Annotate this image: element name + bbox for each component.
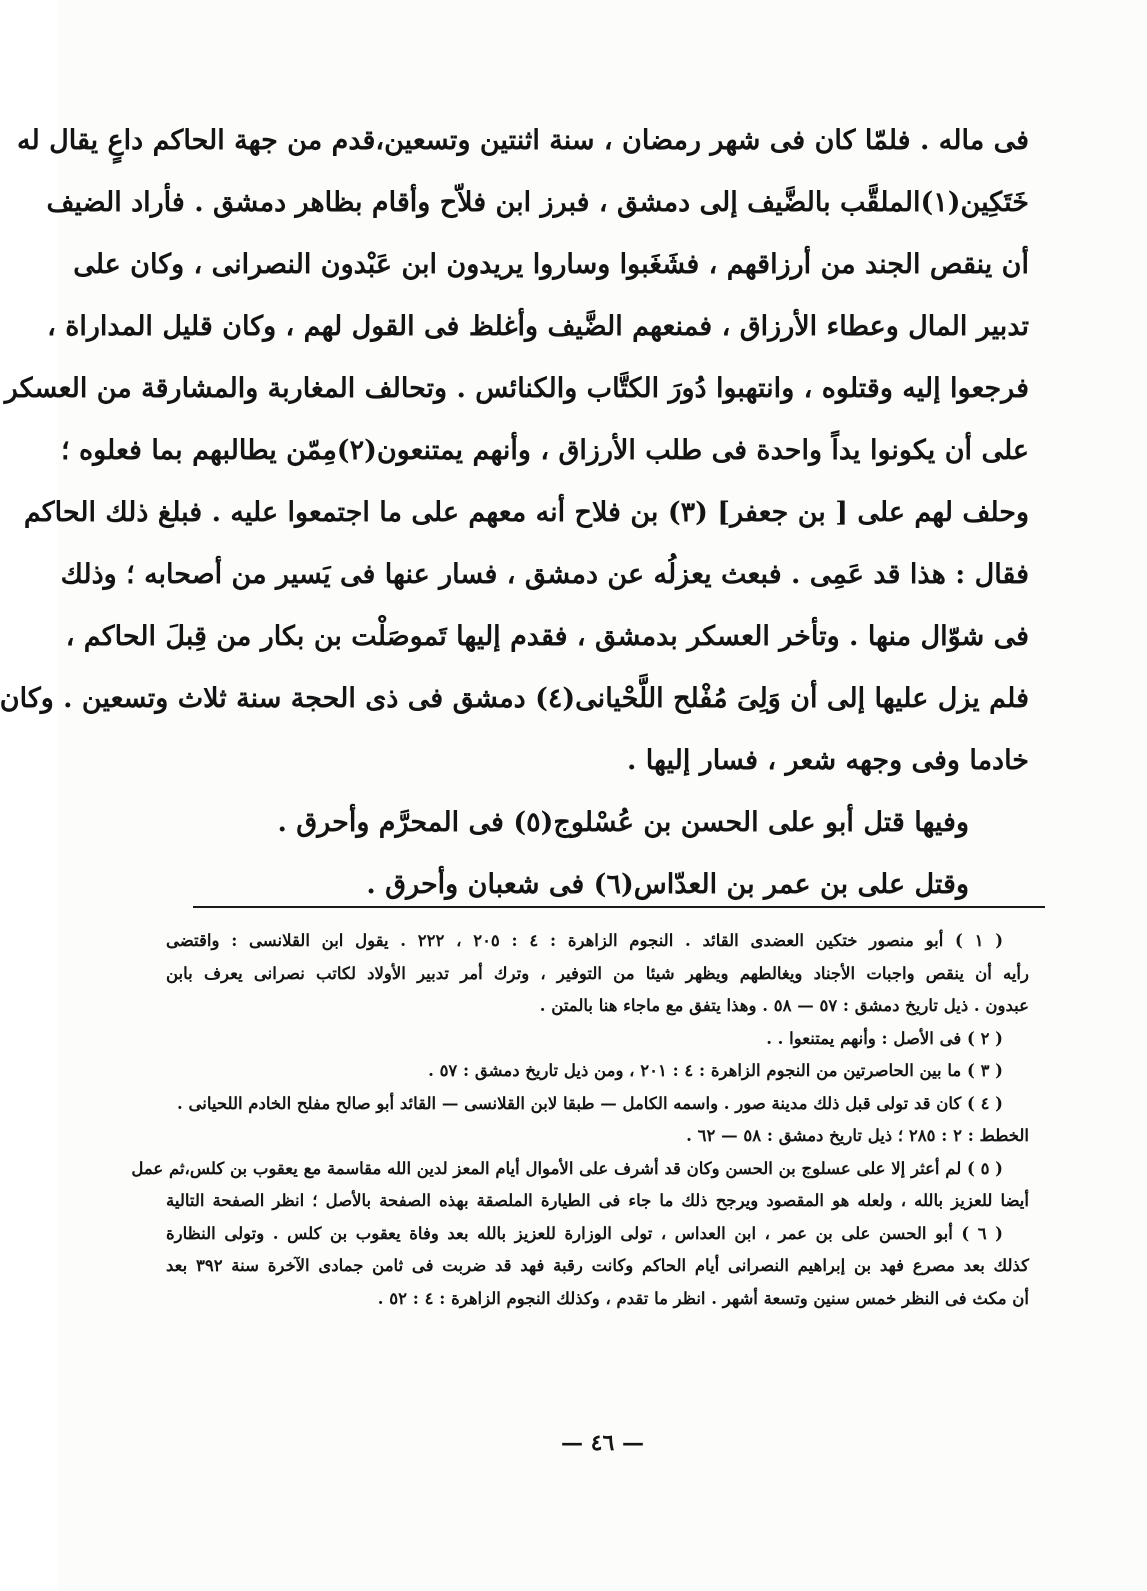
footnote-line: ( ٤ ) كان قد تولى قبل ذلك مدينة صور . واسمه الكامل — طبقا لابن القلانسى — القائد أبو صالح مفلح الخادم اللحيانى . [176, 1093, 1003, 1113]
footnote-line: عبدون . ذيل تاريخ دمشق : ٥٧ — ٥٨ . وهذا يتفق مع ماجاء هنا بالمتن . [539, 996, 1029, 1015]
footnote-line: أن مكث فى النظر خمس سنين وتسعة أشهر . انظر ما تقدم ، وكذلك النجوم الزاهرة : ٤ : ٥٢ . [377, 1288, 1029, 1308]
footnote-divider [193, 906, 1045, 908]
text-line: وحلف لهم على [ بن جعفر] (٣) بن فلاح أنه معهم على ما اجتمعوا عليه . فبلغ ذلك الحاكم [23, 497, 1029, 528]
text-line: فلم يزل عليها إلى أن وَلِىَ مُفْلح اللَّحْيانى(٤) دمشق فى ذى الحجة سنة ثلاث وتسعين . وكان [0, 683, 1029, 714]
paragraph-line: وقتل على بن عمر بن العدّاس(٦) فى شعبان وأحرق . [366, 869, 969, 900]
footnote-line: أيضا للعزيز بالله ، ولعله هو المقصود ويرجح ذلك ما جاء فى الطيارة الملصقة بهذه الصفحة بالأصل ؛ انظر الصفحة التالية [166, 1191, 1029, 1210]
text-line: تدبير المال وعطاء الأرزاق ، فمنعهم الضَّيف وأغلظ فى القول لهم ، وكان قليل المداراة ، [47, 311, 1029, 342]
text-line: على أن يكونوا يداً واحدة فى طلب الأرزاق ، وأنهم يمتنعون(٢)مِمّن يطالبهم بما فعلوه ؛ [60, 435, 1029, 466]
footnote-line: رأيه أن ينقص واجبات الأجناد ويغالطهم ويظهر شيئا من التوفير ، وترك أمر تدبير الأولاد لكاتب نصرانى يعرف بابن [166, 963, 1029, 983]
text-line: خَتَكِين(١)الملقَّب بالضَّيف إلى دمشق ، فبرز ابن فلاّح وأقام بظاهر دمشق . فأراد الضيف [46, 187, 1029, 218]
text-line: فقال : هذا قد عَمِى . فبعث يعزلُه عن دمشق ، فسار عنها فى يَسير من أصحابه ؛ وذلك [60, 559, 1029, 590]
footnote-line: ( ٣ ) ما بين الحاصرتين من النجوم الزاهرة : ٤ : ٢٠١ ، ومن ذيل تاريخ دمشق : ٥٧ . [428, 1061, 1003, 1080]
paragraph-line: وفيها قتل أبو على الحسن بن عُسْلوج(٥) فى المحرَّم وأحرق . [277, 807, 969, 838]
footnote-line: ( ١ ) أبو منصور ختكين العضدى القائد . النجوم الزاهرة : ٤ : ٢٠٥ ، ٢٢٢ . يقول ابن القلانسى : واقتضى [166, 931, 1003, 950]
text-line: خادما وفى وجهه شعر ، فسار إليها . [627, 745, 1029, 776]
text-line: فى ماله . فلمّا كان فى شهر رمضان ، سنة اثنتين وتسعين،قدم من جهة الحاكم داعٍ يقال له [17, 125, 1029, 156]
main-text [0, 118, 1029, 924]
footnote-line: ( ٢ ) فى الأصل : وأنهم يمتنعوا . . [766, 1028, 1003, 1048]
text-line: فرجعوا إليه وقتلوه ، وانتهبوا دُورَ الكتَّاب والكنائس . وتحالف المغاربة والمشارقة من العسكر [4, 373, 1029, 404]
footnote-line: كذلك بعد مصرع فهد بن إبراهيم النصرانى أيام الحاكم وكانت رقبة فهد قد ضربت فى ثامن جمادى الآخرة سنة ٣٩٢ بعد [166, 1256, 1029, 1275]
footnote-line: الخطط : ٢ : ٢٨٥ ؛ ذيل تاريخ دمشق : ٥٨ — ٦٢ . [686, 1126, 1029, 1145]
text-line: فى شوّال منها . وتأخر العسكر بدمشق ، فقدم إليها تَموصَلْت بن بكار من قِبلَ الحاكم ، [65, 621, 1029, 652]
page-number: — ٤٦ — [561, 1430, 644, 1456]
footnotes [131, 926, 1029, 1316]
text-line: أن ينقص الجند من أرزاقهم ، فشَغَبوا وساروا يريدون ابن عَبْدون النصرانى ، وكان على [73, 249, 1029, 280]
footnote-line: ( ٦ ) أبو الحسن على بن عمر ، ابن العداس ، تولى الوزارة للعزيز بالله بعد وفاة يعقوب بن كلس . وتولى النظارة [166, 1223, 1003, 1243]
footnote-line: ( ٥ ) لم أعثر إلا على عسلوج بن الحسن وكان قد أشرف على الأموال أيام المعز لدين الله مقاسمة مع يعقوب بن كلس،ثم عمل [131, 1158, 1003, 1178]
